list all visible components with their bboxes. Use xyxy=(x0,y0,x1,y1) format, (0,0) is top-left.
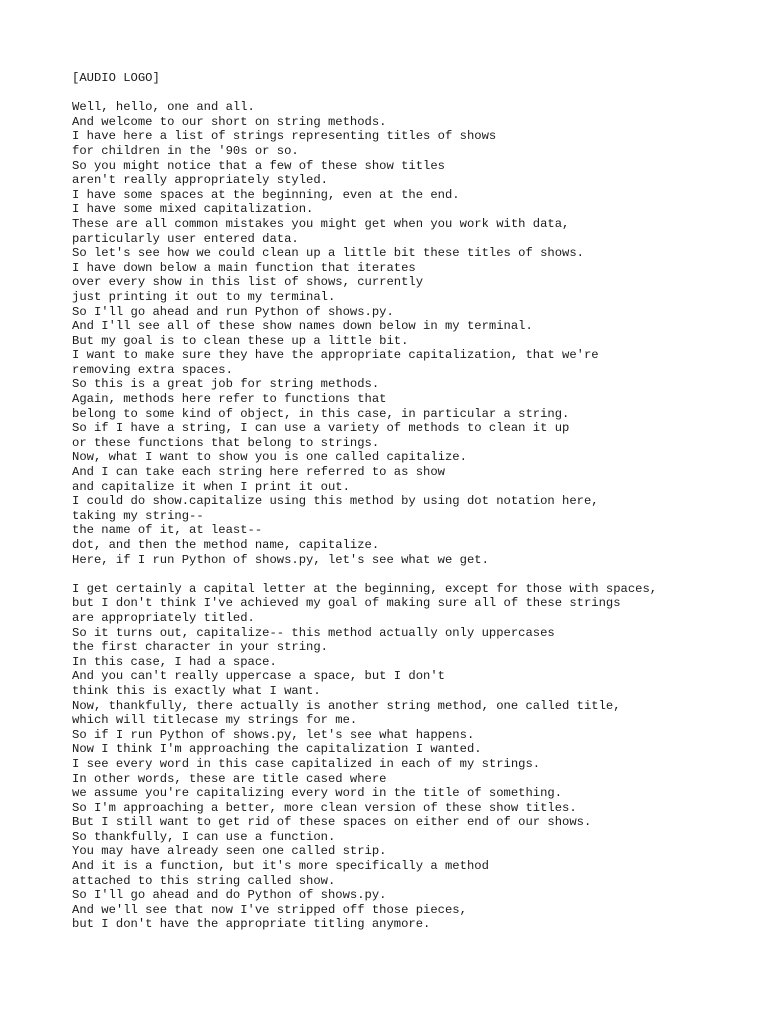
transcript-line: So you might notice that a few of these show titles xyxy=(72,158,445,173)
transcript-line: I have some mixed capitalization. xyxy=(72,202,314,217)
transcript-line: And I can take each string here referred to as show xyxy=(72,465,445,480)
transcript-line: So this is a great job for string methods. xyxy=(72,377,380,392)
transcript-line: In this case, I had a space. xyxy=(72,654,277,669)
transcript-line: Now I think I'm approaching the capitalization I wanted. xyxy=(72,742,482,757)
transcript-line: removing extra spaces. xyxy=(72,362,233,377)
transcript-line: aren't really appropriately styled. xyxy=(72,173,328,188)
transcript-line: I could do show.capitalize using this method by using dot notation here, xyxy=(72,494,599,509)
transcript-line: Now, thankfully, there actually is another string method, one called title, xyxy=(72,698,621,713)
transcript-paragraph xyxy=(72,100,752,567)
transcript-line: But I still want to get rid of these spaces on either end of our shows. xyxy=(72,815,592,830)
transcript-line: but I don't have the appropriate titling anymore. xyxy=(72,917,431,932)
transcript-line: So if I have a string, I can use a variety of methods to clean it up xyxy=(72,421,570,436)
transcript-line: And you can't really uppercase a space, but I don't xyxy=(72,669,445,684)
transcript-line: I have here a list of strings representing titles of shows xyxy=(72,129,497,144)
transcript-line: Well, hello, one and all. xyxy=(72,100,255,115)
transcript-line: And welcome to our short on string methods. xyxy=(72,114,387,129)
transcript-line: But my goal is to clean these up a little bit. xyxy=(72,333,409,348)
transcript-line: I get certainly a capital letter at the beginning, except for those with spaces, xyxy=(72,581,658,596)
transcript-line: over every show in this list of shows, currently xyxy=(72,275,424,290)
transcript-line: the first character in your string. xyxy=(72,640,328,655)
transcript-line: So I'll go ahead and do Python of shows.py. xyxy=(72,888,387,903)
transcript-line: I have down below a main function that iterates xyxy=(72,260,416,275)
transcript-line: think this is exactly what I want. xyxy=(72,683,321,698)
transcript-line: So it turns out, capitalize-- this method actually only uppercases xyxy=(72,625,555,640)
transcript-line: And I'll see all of these show names down below in my terminal. xyxy=(72,319,533,334)
transcript-line: These are all common mistakes you might get when you work with data, xyxy=(72,216,570,231)
transcript-line: Here, if I run Python of shows.py, let's see what we get. xyxy=(72,552,489,567)
transcript-line: Again, methods here refer to functions that xyxy=(72,392,387,407)
transcript-line: just printing it out to my terminal. xyxy=(72,289,336,304)
transcript-line: belong to some kind of object, in this case, in particular a string. xyxy=(72,406,570,421)
transcript-line: Now, what I want to show you is one called capitalize. xyxy=(72,450,467,465)
transcript-line: and capitalize it when I print it out. xyxy=(72,479,350,494)
transcript-line: And it is a function, but it's more specifically a method xyxy=(72,859,489,874)
transcript-line: And we'll see that now I've stripped off those pieces, xyxy=(72,902,467,917)
transcript-line: taking my string-- xyxy=(72,508,204,523)
transcript-line: particularly user entered data. xyxy=(72,231,299,246)
transcript-line: You may have already seen one called strip. xyxy=(72,844,387,859)
audio-logo-header: [AUDIO LOGO] xyxy=(72,71,160,85)
transcript-line: I have some spaces at the beginning, even at the end. xyxy=(72,187,460,202)
transcript-line: or these functions that belong to strings. xyxy=(72,435,380,450)
transcript-line: So if I run Python of shows.py, let's see what happens. xyxy=(72,727,475,742)
transcript-line: So let's see how we could clean up a little bit these titles of shows. xyxy=(72,246,584,261)
transcript-page xyxy=(72,71,752,932)
transcript-line: which will titlecase my strings for me. xyxy=(72,713,358,728)
transcript-paragraph xyxy=(72,582,752,932)
transcript-body xyxy=(72,100,752,932)
transcript-line: dot, and then the method name, capitalize. xyxy=(72,538,380,552)
transcript-line: So thankfully, I can use a function. xyxy=(72,829,336,844)
transcript-line: are appropriately titled. xyxy=(72,610,255,625)
transcript-line: the name of it, at least-- xyxy=(72,523,263,538)
transcript-line: So I'm approaching a better, more clean version of these show titles. xyxy=(72,800,577,815)
transcript-line: for children in the '90s or so. xyxy=(72,143,299,158)
transcript-line: I want to make sure they have the appropriate capitalization, that we're xyxy=(72,348,599,363)
transcript-line: we assume you're capitalizing every word in the title of something. xyxy=(72,786,563,801)
transcript-line: So I'll go ahead and run Python of shows.py. xyxy=(72,304,394,319)
transcript-line: attached to this string called show. xyxy=(72,873,336,888)
transcript-line: In other words, these are title cased where xyxy=(72,771,387,786)
transcript-line: but I don't think I've achieved my goal of making sure all of these strings xyxy=(72,596,621,611)
transcript-line: I see every word in this case capitalized in each of my strings. xyxy=(72,756,541,771)
